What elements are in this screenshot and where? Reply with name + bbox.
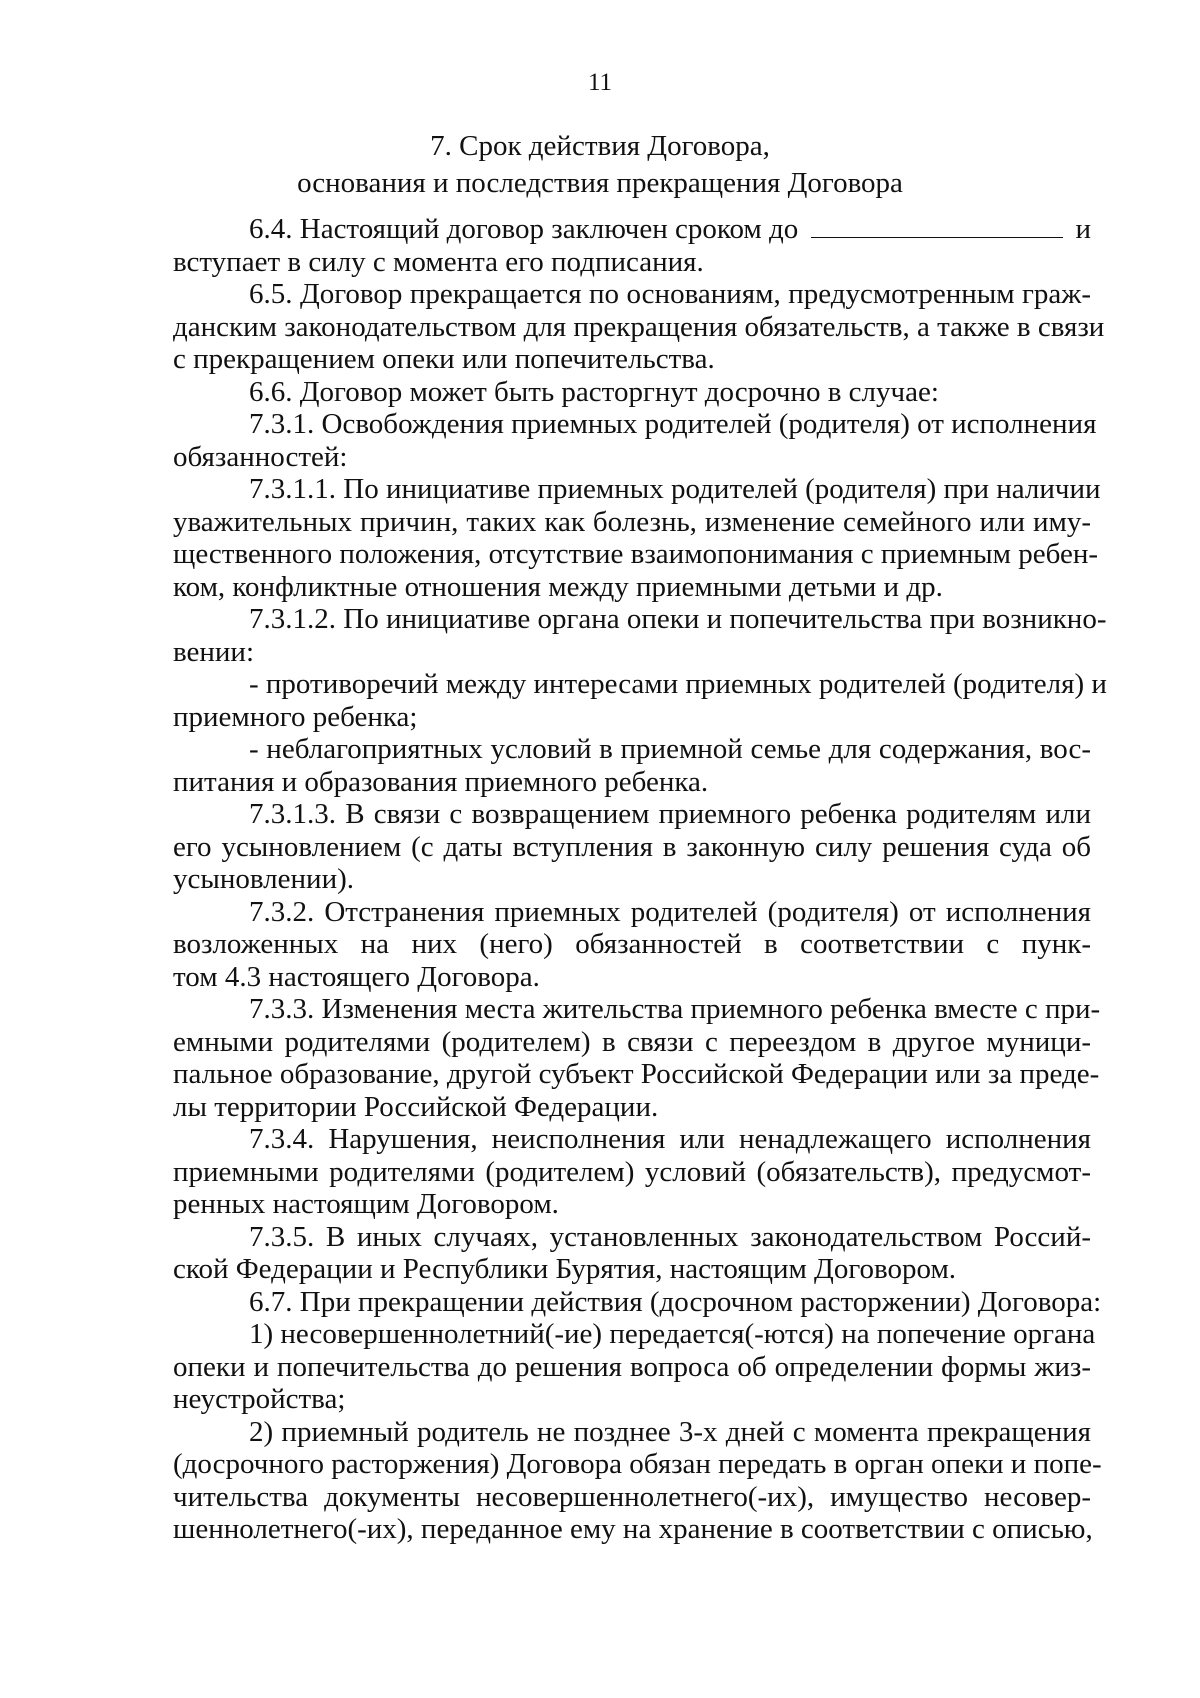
text-line: данским законодательством для прекращения обязательств, а также в связи (173, 310, 1105, 343)
text-line: 7.3.2. Отстранения приемных родителей (родителя) от исполнения (249, 895, 1091, 928)
text-line: уважительных причин, таких как болезнь, изменение семейного или иму- (173, 505, 1091, 538)
text-line: - неблагоприятных условий в приемной семье для содержания, вос- (249, 733, 1091, 765)
text-line: ком, конфликтные отношения между приемными детьми и др. (173, 570, 943, 603)
text-line: вступает в силу с момента его подписания. (173, 245, 704, 278)
section-heading-line-1: 7. Срок действия Договора, (430, 130, 770, 162)
text-line: опеки и попечительства до решения вопроса об определении формы жиз- (173, 1350, 1091, 1383)
text-line: лы территории Российской Федерации. (173, 1090, 659, 1123)
text-line: - противоречий между интересами приемных родителей (родителя) и (249, 668, 1107, 700)
text-line: емными родителями (родителем) в связи с переездом в другое муници- (173, 1025, 1091, 1058)
text-segment: 6.4. Настоящий договор заключен сроком до (249, 213, 799, 245)
text-line: (досрочного расторжения) Договора обязан передать в орган опеки и попе- (173, 1448, 1102, 1480)
text-line: 7.3.4. Нарушения, неисполнения или ненадлежащего исполнения (249, 1123, 1091, 1155)
text-line: 7.3.1.2. По инициативе органа опеки и попечительства при возникно- (249, 603, 1107, 635)
text-line: 2) приемный родитель не позднее 3-х дней с момента прекращения (249, 1415, 1091, 1448)
text-line: вении: (173, 635, 255, 668)
text-line: с прекращением опеки или попечительства. (173, 343, 715, 375)
date-blank-field (811, 213, 1063, 238)
text-line: том 4.3 настоящего Договора. (173, 960, 540, 993)
text-segment: и (1075, 213, 1091, 245)
text-line: 7.3.3. Изменения места жительства приемного ребенка вместе с при- (249, 993, 1101, 1025)
text-line: усыновлении). (173, 863, 354, 895)
text-line (173, 213, 1091, 246)
text-line: его усыновлением (с даты вступления в законную силу решения суда об (173, 830, 1091, 863)
section-heading (0, 128, 1200, 202)
page-number: 11 (587, 69, 613, 96)
text-line: чительства документы несовершеннолетнего(-их), имущество несовер- (173, 1480, 1091, 1513)
text-line: неустройства; (173, 1383, 346, 1415)
section-heading-line-2: основания и последствия прекращения Договора (297, 167, 903, 199)
text-line: 6.6. Договор может быть расторгнут досрочно в случае: (249, 375, 939, 408)
text-line: 7.3.1. Освобождения приемных родителей (родителя) от исполнения (249, 408, 1097, 440)
text-line: щественного положения, отсутствие взаимопонимания с приемным ребен- (173, 538, 1099, 570)
text-line: 6.7. При прекращении действия (досрочном расторжении) Договора: (249, 1285, 1102, 1318)
text-line: 6.5. Договор прекращается по основаниям, предусмотренным граж- (249, 278, 1091, 310)
text-line: приемными родителями (родителем) условий (обязательств), предусмот- (173, 1155, 1091, 1188)
text-line: обязанностей: (173, 440, 348, 473)
text-line: возложенных на них (него) обязанностей в соответствии с пунк- (173, 928, 1091, 960)
text-line: ской Федерации и Республики Бурятия, настоящим Договором. (173, 1253, 957, 1285)
document-body (173, 213, 1107, 1546)
text-line: 7.3.1.1. По инициативе приемных родителей (родителя) при наличии (249, 473, 1101, 505)
text-line: приемного ребенка; (173, 700, 418, 733)
text-line: 7.3.1.3. В связи с возвращением приемного ребенка родителям или (249, 798, 1091, 830)
text-line: ренных настоящим Договором. (173, 1188, 559, 1220)
text-line: питания и образования приемного ребенка. (173, 765, 709, 798)
text-line: 7.3.5. В иных случаях, установленных законодательством Россий- (249, 1220, 1091, 1253)
text-line: шеннолетнего(-их), переданное ему на хранение в соответствии с описью, (173, 1513, 1093, 1545)
text-line: пальное образование, другой субъект Российской Федерации или за преде- (173, 1058, 1100, 1090)
text-line: 1) несовершеннолетний(-ие) передается(-ются) на попечение органа (249, 1318, 1096, 1350)
